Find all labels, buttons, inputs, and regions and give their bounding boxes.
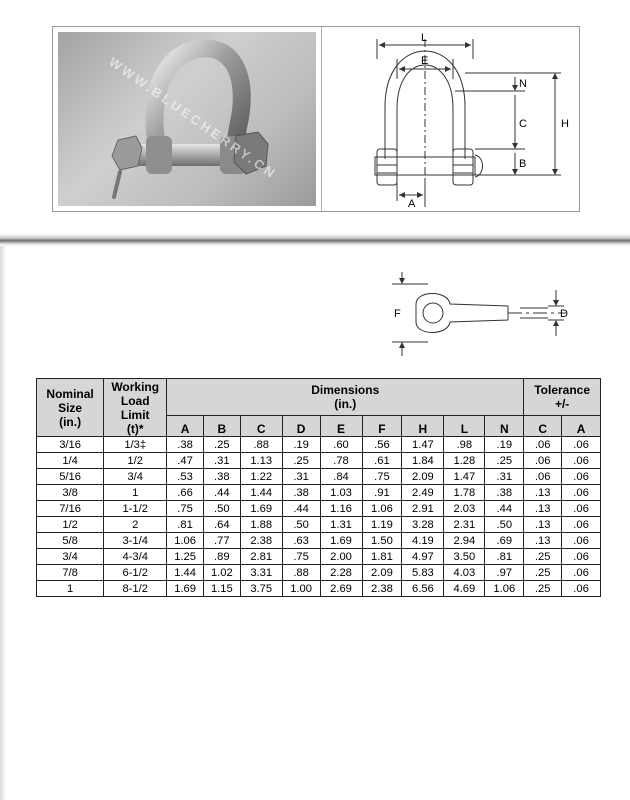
table-cell: 1-1/2 (104, 501, 167, 517)
table-cell: 2.28 (320, 565, 362, 581)
table-row (37, 501, 601, 517)
dim-col-header: C (240, 416, 282, 437)
table-cell: 2.31 (444, 517, 485, 533)
dim-col-header: F (362, 416, 402, 437)
table-cell: 2.49 (402, 485, 444, 501)
table-cell: .19 (282, 437, 320, 453)
dim-col-header: H (402, 416, 444, 437)
table-cell: 5.83 (402, 565, 444, 581)
label-N: N (519, 78, 527, 90)
table-cell: .53 (167, 469, 204, 485)
section-separator (0, 234, 630, 246)
table-cell: .61 (362, 453, 402, 469)
table-cell: 4.03 (444, 565, 485, 581)
table-cell: 6.56 (402, 581, 444, 597)
table-cell: 2.81 (240, 549, 282, 565)
table-cell: 1.22 (240, 469, 282, 485)
table-cell: 1/2 (37, 517, 104, 533)
table-cell: 2.09 (402, 469, 444, 485)
table-cell: .81 (485, 549, 524, 565)
table-cell: 1.84 (402, 453, 444, 469)
table-cell: .50 (485, 517, 524, 533)
table-cell: .38 (282, 485, 320, 501)
dim-col-header: N (485, 416, 524, 437)
table-cell: 1.28 (444, 453, 485, 469)
side-dimension-drawing (388, 270, 578, 360)
table-cell: .06 (524, 437, 562, 453)
table-cell: .88 (240, 437, 282, 453)
table-cell: 1.13 (240, 453, 282, 469)
table-cell: .64 (203, 517, 240, 533)
table-cell: 6-1/2 (104, 565, 167, 581)
frame-divider (321, 27, 322, 211)
table-cell: 2.94 (444, 533, 485, 549)
table-cell: .25 (485, 453, 524, 469)
table-cell: 3.31 (240, 565, 282, 581)
table-cell: .06 (562, 453, 601, 469)
label-A: A (408, 198, 416, 210)
table-cell: 3.75 (240, 581, 282, 597)
table-cell: .56 (362, 437, 402, 453)
dim-col-header: L (444, 416, 485, 437)
table-cell: .06 (562, 565, 601, 581)
table-row (37, 533, 601, 549)
header-tolerance (524, 379, 601, 416)
table-row (37, 549, 601, 565)
table-cell: .66 (167, 485, 204, 501)
table-cell: 1.69 (167, 581, 204, 597)
label-L: L (421, 32, 428, 44)
table-cell: 1/4 (37, 453, 104, 469)
header-text: Working (111, 379, 160, 394)
table-cell: 2 (104, 517, 167, 533)
table-cell: 5/8 (37, 533, 104, 549)
table-cell: .75 (362, 469, 402, 485)
table-cell: .50 (282, 517, 320, 533)
table-cell: 4.69 (444, 581, 485, 597)
table-cell: 1.06 (167, 533, 204, 549)
table-cell: .13 (524, 485, 562, 501)
header-text: Limit (120, 407, 150, 422)
watermark-graphic (58, 32, 316, 206)
table-cell: .13 (524, 501, 562, 517)
table-cell: 1.06 (485, 581, 524, 597)
table-cell: 3/4 (104, 469, 167, 485)
table-cell: .63 (282, 533, 320, 549)
label-C: C (519, 118, 527, 130)
label-B: B (519, 158, 527, 170)
table-cell: 1.88 (240, 517, 282, 533)
label-H: H (561, 118, 569, 130)
table-cell: 2.00 (320, 549, 362, 565)
table-cell: 1.06 (362, 501, 402, 517)
table-cell: 4.19 (402, 533, 444, 549)
table-cell: .77 (203, 533, 240, 549)
label-E: E (421, 55, 429, 67)
table-cell: 1.47 (402, 437, 444, 453)
table-cell: .06 (562, 437, 601, 453)
front-dimension-drawing (325, 29, 577, 211)
svg-text:WWW.BLUECHERRY.CN: WWW.BLUECHERRY.CN (106, 54, 280, 183)
table-cell: .25 (203, 437, 240, 453)
table-cell: .38 (485, 485, 524, 501)
table-cell: 3-1/4 (104, 533, 167, 549)
table-cell: .06 (524, 469, 562, 485)
table-cell: 1.44 (240, 485, 282, 501)
table-cell: .47 (167, 453, 204, 469)
header-text: Size (58, 400, 83, 415)
table-cell: .06 (562, 533, 601, 549)
table-cell: 1.50 (362, 533, 402, 549)
table-cell: 1.47 (444, 469, 485, 485)
table-cell: 1.78 (444, 485, 485, 501)
table-cell: .75 (282, 549, 320, 565)
table-cell: .13 (524, 517, 562, 533)
dim-col-header: A (167, 416, 204, 437)
table-cell: 1.15 (203, 581, 240, 597)
table-cell: .06 (562, 581, 601, 597)
table-cell: .25 (524, 565, 562, 581)
table-cell: .69 (485, 533, 524, 549)
header-text: Nominal (46, 386, 94, 401)
header-text: Load (120, 393, 150, 408)
header-text: (in.) (334, 397, 357, 411)
table-cell: 2.69 (320, 581, 362, 597)
header-dimensions (167, 379, 524, 416)
table-cell: 1.25 (167, 549, 204, 565)
header-text: Dimensions (311, 383, 380, 397)
table-cell: .75 (167, 501, 204, 517)
table-cell: .06 (562, 485, 601, 501)
label-F: F (394, 308, 401, 320)
table-row (37, 437, 601, 453)
table-cell: .06 (562, 501, 601, 517)
table-cell: 3/8 (37, 485, 104, 501)
product-figure-frame (52, 26, 580, 212)
shackle-photo (58, 32, 316, 206)
table-row (37, 565, 601, 581)
table-cell: 1.00 (282, 581, 320, 597)
header-text: (t)* (126, 421, 144, 436)
table-row (37, 485, 601, 501)
table-cell: 4-3/4 (104, 549, 167, 565)
table-cell: 2.09 (362, 565, 402, 581)
table-cell: .78 (320, 453, 362, 469)
table-cell: .97 (485, 565, 524, 581)
table-cell: .91 (362, 485, 402, 501)
table-cell: .50 (203, 501, 240, 517)
table-cell: .31 (485, 469, 524, 485)
table-cell: 1.81 (362, 549, 402, 565)
header-text: (in.) (59, 414, 82, 429)
header-text: Tolerance (534, 383, 591, 397)
table-cell: 4.97 (402, 549, 444, 565)
tol-col-header: A (562, 416, 601, 437)
table-cell: .25 (282, 453, 320, 469)
table-cell: .06 (562, 469, 601, 485)
table-cell: 3/4 (37, 549, 104, 565)
table-cell: 3.50 (444, 549, 485, 565)
dim-col-header: E (320, 416, 362, 437)
table-cell: 8-1/2 (104, 581, 167, 597)
shackle-spec-table (36, 378, 601, 597)
table-cell: 2.91 (402, 501, 444, 517)
table-cell: .06 (562, 549, 601, 565)
table-cell: .98 (444, 437, 485, 453)
table-cell: 1.02 (203, 565, 240, 581)
table-cell: 1 (37, 581, 104, 597)
table-cell: 5/16 (37, 469, 104, 485)
table-cell: 1.19 (362, 517, 402, 533)
dim-col-header: B (203, 416, 240, 437)
table-cell: 1.31 (320, 517, 362, 533)
table-cell: .81 (167, 517, 204, 533)
table-cell: 7/16 (37, 501, 104, 517)
tol-col-header: C (524, 416, 562, 437)
table-cell: 1/2 (104, 453, 167, 469)
table-cell: 2.03 (444, 501, 485, 517)
header-nominal-size (37, 379, 104, 437)
table-cell: 1.69 (320, 533, 362, 549)
table-cell: 3.28 (402, 517, 444, 533)
table-cell: 3/16 (37, 437, 104, 453)
dim-col-header: D (282, 416, 320, 437)
table-cell: .13 (524, 533, 562, 549)
table-row (37, 517, 601, 533)
table-cell: .38 (203, 469, 240, 485)
table-cell: 1.03 (320, 485, 362, 501)
table-cell: .25 (524, 581, 562, 597)
table-cell: .60 (320, 437, 362, 453)
table-cell: 1.44 (167, 565, 204, 581)
table-cell: .44 (485, 501, 524, 517)
table-cell: .88 (282, 565, 320, 581)
table-cell: 7/8 (37, 565, 104, 581)
table-row (37, 453, 601, 469)
table-cell: 2.38 (362, 581, 402, 597)
label-D: D (560, 308, 568, 320)
header-text: +/- (554, 397, 570, 411)
table-cell: .89 (203, 549, 240, 565)
table-cell: 1.69 (240, 501, 282, 517)
table-cell: 1/3‡ (104, 437, 167, 453)
table-cell: .19 (485, 437, 524, 453)
table-cell: 2.38 (240, 533, 282, 549)
table-row (37, 581, 601, 597)
table-cell: .06 (562, 517, 601, 533)
table-cell: 1 (104, 485, 167, 501)
table-cell: .44 (282, 501, 320, 517)
table-cell: .84 (320, 469, 362, 485)
table-cell: .06 (524, 453, 562, 469)
spec-table-body (37, 437, 601, 597)
table-row (37, 469, 601, 485)
table-cell: .44 (203, 485, 240, 501)
table-cell: .31 (203, 453, 240, 469)
edge-shadow (0, 246, 6, 800)
table-cell: .38 (167, 437, 204, 453)
table-cell: 1.16 (320, 501, 362, 517)
table-cell: .31 (282, 469, 320, 485)
header-working-load (104, 379, 167, 437)
table-cell: .25 (524, 549, 562, 565)
